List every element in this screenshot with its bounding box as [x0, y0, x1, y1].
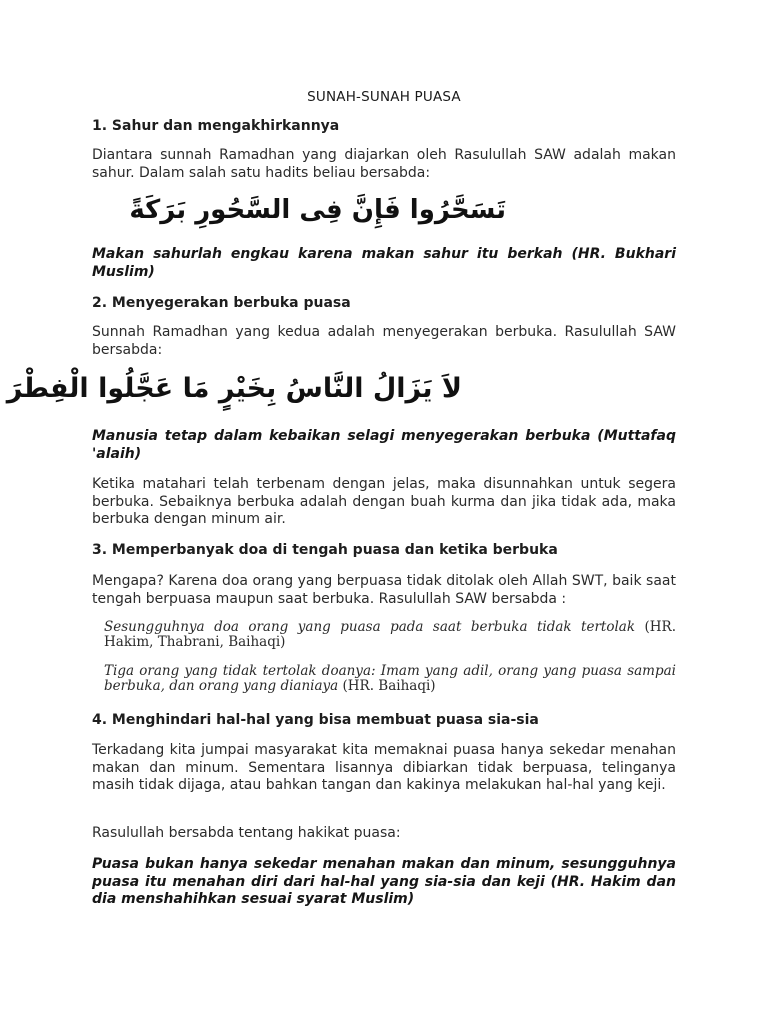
section-2-heading: 2. Menyegerakan berbuka puasa: [92, 295, 351, 311]
section-3-intro: Mengapa? Karena doa orang yang berpuasa tidak ditolak oleh Allah SWT, baik saat tengah berpuasa maupun saat berbuka. Rasulullah SAW bersabda :: [92, 573, 676, 607]
section-3-quote-1: [104, 620, 676, 650]
section-2-arabic-hadith: لاَ يَزَالُ النَّاسُ بِخَيْرٍ مَا عَجَّلُوا الْفِطْرَ: [6, 373, 462, 404]
quote-1-text: Sesungguhnya doa orang yang puasa pada saat berbuka tidak tertolak: [104, 619, 636, 635]
section-2-translation: Manusia tetap dalam kebaikan selagi menyegerakan berbuka (Muttafaq 'alaih): [92, 428, 676, 462]
section-2-intro: Sunnah Ramadhan yang kedua adalah menyegerakan berbuka. Rasulullah SAW bersabda:: [92, 324, 676, 358]
quote-2-text: Tiga orang yang tidak tertolak doanya: Imam yang adil, orang yang puasa sampai berbuka, dan orang yang dianiaya: [104, 663, 676, 694]
section-2-note: Ketika matahari telah terbenam dengan jelas, maka disunnahkan untuk segera berbuka. Sebaiknya berbuka adalah dengan buah kurma dan jika tidak ada, maka berbuka dengan minum air.: [92, 476, 676, 527]
section-4-heading: 4. Menghindari hal-hal yang bisa membuat puasa sia-sia: [92, 712, 539, 728]
section-4-note: Rasulullah bersabda tentang hakikat puasa:: [92, 825, 401, 841]
quote-1-source: (HR. Hakim, Thabrani, Baihaqi): [104, 619, 676, 650]
section-3-quote-2: [104, 664, 676, 694]
section-1-arabic-hadith: تَسَحَّرُوا فَإِنَّ فِى السَّحُورِ بَرَكَةً: [129, 195, 506, 225]
section-4-intro: Terkadang kita jumpai masyarakat kita memaknai puasa hanya sekedar menahan makan dan minum. Sementara lisannya dibiarkan tidak berpuasa, telinganya masih tidak dijaga, atau bahkan tangan dan kakinya melakukan hal-hal yang keji.: [92, 742, 676, 793]
quote-2-source: (HR. Baihaqi): [342, 678, 436, 694]
document-title: SUNAH-SUNAH PUASA: [307, 89, 461, 105]
section-1-translation: Makan sahurlah engkau karena makan sahur itu berkah (HR. Bukhari Muslim): [92, 246, 676, 280]
section-1-heading: 1. Sahur dan mengakhirkannya: [92, 118, 340, 134]
section-4-translation: Puasa bukan hanya sekedar menahan makan dan minum, sesungguhnya puasa itu menahan diri dari hal-hal yang sia-sia dan keji (HR. Hakim dan dia menshahihkan sesuai syarat Muslim): [92, 856, 676, 907]
section-1-intro: Diantara sunnah Ramadhan yang diajarkan oleh Rasulullah SAW adalah makan sahur. Dalam salah satu hadits beliau bersabda:: [92, 147, 676, 181]
section-3-heading: 3. Memperbanyak doa di tengah puasa dan ketika berbuka: [92, 542, 558, 558]
